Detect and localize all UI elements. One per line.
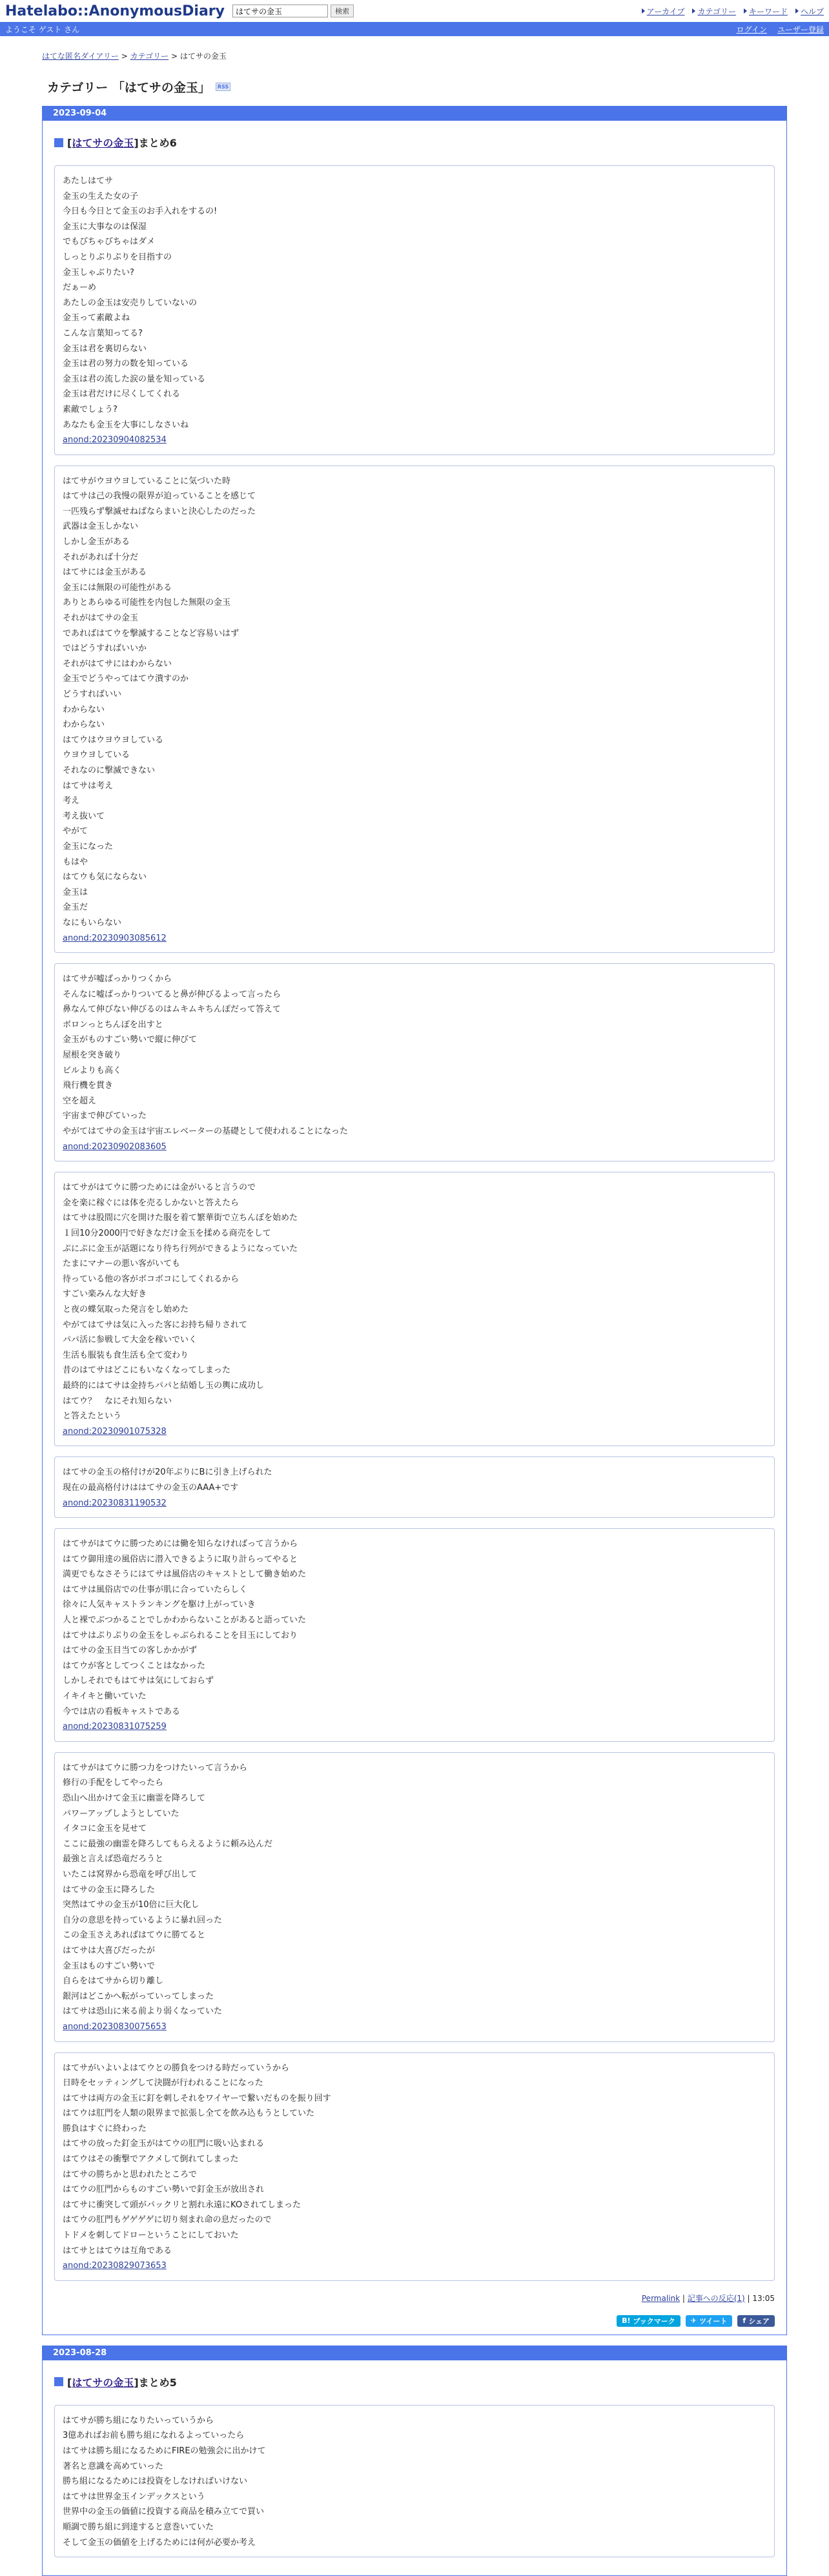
entry-line: と夜の蝶気取った発言をし始めた [63,1304,189,1314]
footer-sep: | [744,2293,753,2303]
entry-line: はてサとはてウは互角である [63,2245,172,2256]
rss-icon[interactable]: RSS [216,83,230,91]
entry-category-link[interactable]: はてサの金玉 [72,137,134,149]
hatena-b-icon: B! [622,2316,631,2326]
entry-line: こんな言葉知ってる? [63,328,143,338]
entry-line: 最終的にはてサは金持ちパパと結婚し玉の輿に成功し [63,1380,265,1391]
entry-line: はてサがはてウに勝つためには金がいると言うので [63,1183,256,1193]
anond-permalink[interactable]: anond:20230903085612 [63,933,167,943]
entry-line: はてサの金玉に降ろした [63,1885,156,1895]
title-bracket: [ [67,2376,72,2389]
entry-line: はてサがはてウに勝つ力をつけたいって言うから [63,1763,248,1773]
nav-category[interactable] [692,6,736,17]
page-title [47,78,787,96]
entry-line: パワーアップしようとしていた [63,1808,179,1819]
entry-line: だぁーめ [63,283,97,293]
entry-line: はてウはウヨウヨしている [63,735,164,745]
entry-line: 金玉になった [63,841,114,852]
entry-line: はてサは風俗店での仕事が肌に合っていたらしく [63,1584,248,1595]
entry-line: 最強と言えば恐竜だろうと [63,1854,164,1865]
entry-line: 昔のはてサはどこにもいなくなってしまった [63,1365,231,1376]
main-content [0,50,829,2576]
entry-line: ではどうすればいいか [63,644,147,654]
entry-line: 金玉は [63,887,88,897]
permalink-link[interactable]: Permalink [641,2293,681,2303]
entry-title-line [67,135,177,150]
square-bullet-icon [54,138,63,147]
anond-permalink[interactable]: anond:20230831190532 [63,1498,167,1508]
entry-line: 金玉には無限の可能性がある [63,582,172,593]
entry-section [54,1172,775,1446]
breadcrumb-category[interactable]: カテゴリー [130,52,169,61]
entry-line: と答えたという [63,1411,122,1422]
entry-section [54,2405,775,2557]
entry-footer [54,2293,775,2304]
entry-line: そして金玉の価値を上げるためには何が必要か考え [63,2537,256,2548]
welcome-text: ようこそ ゲスト さん [5,25,80,34]
arrow-right-icon [692,8,695,14]
entry-line: ビルよりも高く [63,1065,122,1076]
entry-line: 考え [63,796,80,806]
facebook-share-button[interactable] [737,2315,775,2327]
breadcrumb [42,50,787,61]
entry-line: 満更でもなさそうにはてサは風俗店のキャストとして働き始めた [63,1569,307,1580]
entry-line: はてサは恐山に来る前より弱くなっていた [63,2007,223,2017]
entry-line: 金玉って素敵よね [63,313,130,323]
day-section [42,2346,787,2576]
nav-keyword[interactable] [744,6,788,17]
entry-line: しっとりぷりぷりを目指すの [63,252,172,262]
entry-line: イキイキと働いていた [63,1692,147,1702]
entry-line: それなのに撃滅できない [63,765,156,775]
entry-line: 一匹残らず撃滅せねばならまいと決心したのだった [63,506,256,516]
entry-title-text: まとめ5 [138,2376,177,2389]
entry-section [54,1528,775,1742]
hatena-bookmark-button[interactable] [617,2315,681,2327]
entry-line: あたしはてサ [63,176,114,186]
entry-line: 自らをはてサから切り離し [63,1976,164,1987]
nav-keyword-link[interactable]: キーワード [748,6,788,16]
entry-line: でもびちゃびちゃはダメ [63,237,156,247]
entry-line: ありとあらゆる可能性を内包した無限の金玉 [63,598,231,608]
nav-archive-link[interactable]: アーカイブ [646,6,685,16]
entry-line: あなたも金玉を大事にしなさいね [63,420,189,430]
entry-line: はてサに衝突して頭がパックリと割れ永遠にKOされてしまった [63,2200,302,2210]
entry-line: 素敵でしょう? [63,404,118,414]
anond-permalink[interactable]: anond:20230830075653 [63,2021,167,2032]
entry-line: 空を超え [63,1096,97,1106]
entry-line: 考え抜いて [63,811,105,821]
entry-line: やがてはてサは気に入った客にお持ち帰りされて [63,1320,248,1330]
nav-help[interactable] [795,6,824,17]
anond-permalink[interactable]: anond:20230902083605 [63,1141,167,1152]
entry-title-line [67,2375,177,2389]
entry-section [54,1752,775,2042]
entry-line: はてサはぷりぷりの金玉をしゃぶられることを目玉にしており [63,1630,298,1641]
entry-line: この金玉さえあればはてウに勝てると [63,1930,206,1941]
entry-line: 金を楽に稼ぐには体を売るしかないと答えたら [63,1198,240,1208]
entry-line: はてサは考え [63,781,114,791]
entry-line: 金玉だ [63,903,88,913]
site-logo[interactable]: Hatelabo::AnonymousDiary [5,3,225,19]
entry-line: はてサには金玉がある [63,567,147,578]
entry-line: わからない [63,720,105,730]
entry-line: 修行の手配をしてやったら [63,1778,164,1788]
page-title-text: カテゴリー 「はてサの金玉」 [47,81,210,95]
entry-line: やがてはてサの金玉は宇宙エレベーターの基礎として使われることになった [63,1127,349,1137]
entry-line: はてウは肛門を人類の限界まで拡張し全てを飲み込もうとしていた [63,2109,315,2119]
entry-line: 金玉はものすごい勢いで [63,1961,156,1971]
entry-line: 金玉は君だけに尽くしてくれる [63,389,181,400]
entry-line: 金玉しゃぶりたい? [63,267,134,278]
entry-line: 恐山へ出かけて金玉に幽霊を降ろして [63,1794,206,1803]
entry-line: はてウはその衝撃でアクメして倒れてしまった [63,2154,239,2165]
entry-line: しかしそれでもはてサは気にしておらず [63,1676,214,1686]
entry-line: はてウ？ なにそれ知らない [63,1396,172,1406]
entry-line: それがはてサにはわからない [63,659,172,669]
day-body [43,2375,786,2575]
entry-section [54,165,775,455]
entry-line: １回10分2000円で好きなだけ金玉を揉める商売をして [63,1229,271,1238]
entry-line: 今では店の看板キャストである [63,1706,181,1717]
entry-line: すごい楽みんな大好き [63,1289,147,1300]
entry-line: そんなに嘘ばっかりついてると鼻が伸びるよって言ったら [63,989,281,999]
search-button[interactable]: 検索 [331,5,354,17]
arrow-right-icon [642,8,645,14]
facebook-share-label: シェア [748,2316,770,2326]
entry-line: はてサは己の我慢の限界が迫っていることを感じて [63,491,256,502]
entry-line: はてサの放った釘金玉がはてウの肛門に吸い込まれる [63,2139,265,2149]
arrow-right-icon [744,8,747,14]
entry-title [54,135,775,150]
entry-line: はてサは大喜びだったが [63,1945,156,1956]
entry-line: 武器は金玉しかない [63,522,139,532]
entry-line: はてサは勝ち組になるためにFIREの勉強会に出かけて [63,2446,266,2456]
entry-line: 鼻なんて伸びない伸びるのはムキムキちんぽだって答えて [63,1005,281,1015]
entry-line: いたこは窝界から恐竜を呼び出して [63,1869,198,1879]
entry-line: 金玉でどうやってはてウ潰すのか [63,674,189,684]
share-buttons [54,2315,775,2327]
entry-line: 世界中の金玉の価値に投資する商品を積み立てで買い [63,2507,265,2517]
nav-help-link[interactable]: ヘルプ [800,6,824,16]
entry-line: はてサがはてウに勝つためには働を知らなければって言うから [63,1539,298,1549]
top-nav [642,6,824,17]
entry-line: たまにマナーの悪い客がいても [63,1259,181,1269]
entry-line: 宇宙まで伸びていった [63,1111,147,1121]
breadcrumb-home[interactable]: はてな匿名ダイアリー [42,52,119,61]
register-link[interactable]: ユーザー登録 [777,25,824,34]
title-bracket: [ [67,137,72,149]
entry-line: 3億あればお前も勝ち組になれるよっていったら [63,2431,245,2441]
entry-line: はてサが嘘ばっかりつくから [63,974,172,985]
entry-line: はてサは世界金玉インデックスという [63,2491,205,2502]
entry-section [54,963,775,1161]
entry-line: それがあれば十分だ [63,552,139,562]
entry-line: はてサは両方の金玉に釘を刺しそれをワイヤーで繋いだものを振り回す [63,2093,331,2103]
footer-sep: | [680,2293,688,2303]
entry-line: はてサの金玉目当ての客しかかがず [63,1646,198,1656]
entry-line: はてウも気にならない [63,872,147,883]
entry-line: なにもいらない [63,917,122,928]
anond-permalink[interactable]: anond:20230904082534 [63,435,167,445]
entry-line: 金玉の生えた女の子 [63,191,139,201]
day-section [42,106,787,2335]
entry-line: ここに最強の幽霊を降ろしてもらえるように頼み込んだ [63,1839,273,1849]
anond-permalink[interactable]: anond:20230831075259 [63,1722,167,1732]
breadcrumb-current: はてサの金玉 [179,52,227,61]
entry-line: トドメを刺してドローということにしておいた [63,2231,239,2241]
entry-line: 銀河はどこかへ転がっていってしまった [63,1991,214,2001]
day-body [43,135,786,2335]
entry-line: 金玉がものすごい勢いで縦に伸びて [63,1035,198,1045]
entry-category-link[interactable]: はてサの金玉 [72,2376,134,2389]
arrow-right-icon [795,8,799,14]
entry-line: はてサが勝ち組になりたいっていうから [63,2415,214,2426]
entry-line: 金玉は君の流した涙の量を知っている [63,374,206,384]
entry-line: 金玉は君を裏切らない [63,343,147,354]
anond-permalink[interactable]: anond:20230901075328 [63,1426,167,1436]
search-input[interactable] [232,5,328,17]
entry-line: 金玉は君の努力の数を知っている [63,359,189,369]
title-bracket: ] [134,137,139,149]
entry-line: 屋根を突き破り [63,1050,122,1061]
entry-line: 金玉に大事なのは保湿 [63,221,147,232]
day-list [42,106,787,2576]
entry-line: イタコに金玉を見せて [63,1824,147,1834]
tweet-label: ツイート [699,2316,728,2326]
entry-line: 突然はてサの金玉が10倍に巨大化し [63,1900,200,1910]
anond-permalink[interactable]: anond:20230829073653 [63,2261,167,2271]
entry-line: パパ活に参戦して大金を稼いでいく [63,1335,198,1345]
entry-line: それがはてサの金玉 [63,613,139,624]
entry-line: はてサがウヨウヨしていることに気づいた時 [63,476,231,486]
login-link[interactable]: ログイン [736,25,767,34]
breadcrumb-sep: > [118,52,130,61]
hatena-bookmark-label: ブックマーク [633,2316,675,2326]
entry-line: 人と裸でぶつかることでしかわからないことがあると語っていた [63,1615,307,1626]
entry-line: 勝負はすぐに終わった [63,2123,147,2134]
entry-section [54,1457,775,1518]
entry-line: 自分の意思を持っているように暴れ回った [63,1915,223,1925]
tweet-button[interactable] [686,2315,733,2327]
entry-line: 飛行機を貫き [63,1081,114,1091]
entry-line: はてウ御用達の風俗店に潜入できるように取り計らってやると [63,1554,298,1564]
entry-line: あたしの金玉は安売りしていないの [63,298,198,308]
entry-line: ぷにぷに金玉が話題になり待ち行列ができるようになっていた [63,1243,298,1254]
facebook-icon: f [742,2316,746,2326]
entry-title [54,2375,775,2389]
entry-line: わからない [63,704,105,715]
site-header [0,0,829,22]
title-bracket: ] [134,2376,139,2389]
entry-line: ウヨウヨしている [63,750,130,761]
entry-line: 順調で勝ち組に到達すると意巻いていた [63,2522,214,2532]
entry-line: であればはてウを撃滅することなど容易いはず [63,628,240,639]
entry-line: 生活も服装も食生活も全て変わり [63,1350,189,1360]
search-form [232,5,354,17]
user-bar [0,22,829,36]
entry-line: はてサがいよいよはてウとの勝負をつける時だっていうから [63,2063,290,2073]
entry-section [54,465,775,953]
entry-line: はてウの肛門もゲゲゲゲに切り刻まれ命の息だったので [63,2215,272,2225]
bird-icon: ✈ [690,2316,697,2326]
entry-line: 現在の最高格付けははてサの金玉のAAA+です [63,1482,239,1493]
entry-line: 勝ち組になるためには投資をしなければいけない [63,2477,248,2487]
entry-line: はてウが客としてつくことはなかった [63,1661,206,1671]
nav-category-link[interactable]: カテゴリー [697,6,736,16]
entry-line: どうすればいい [63,690,122,699]
entry-line: しかし金玉がある [63,537,130,547]
entry-line: 徐々に人気キャストランキングを駆け上がっていき [63,1600,256,1610]
square-bullet-icon [54,2377,63,2386]
entry-time: 13:05 [752,2293,775,2303]
entry-section [54,2052,775,2281]
entry-line: 今日も今日とて金玉のお手入れをするの! [63,207,218,217]
entry-line: 著名と意識を高めていった [63,2461,164,2471]
day-date: 2023-08-28 [43,2346,786,2360]
day-date: 2023-09-04 [43,107,786,121]
entry-line: もはや [63,857,88,867]
entry-line: 待っている他の客がボコボコにしてくれるから [63,1274,240,1284]
entry-line: はてサの金玉の格付けが20年ぶりにBに引き上げられた [63,1467,272,1478]
breadcrumb-sep: > [169,52,180,61]
entry-line: はてサは股間に穴を開けた服を着て繁華街で立ちんぼを始めた [63,1213,298,1223]
entry-line: 日時をセッティングして決闘が行われることになった [63,2078,263,2089]
entry-line: はてサの勝ちかと思われたところで [63,2169,197,2180]
entry-line: はてウの肛門からものすごい勢いで釘金玉が放出され [63,2185,265,2195]
entry-title-text: まとめ6 [138,137,177,149]
mentions-link[interactable]: 記事への反応(1) [687,2293,745,2303]
entry-line: ボロンっとちんぽを出すと [63,1019,163,1030]
nav-archive[interactable] [642,6,685,17]
entry-line: やがて [63,826,88,837]
